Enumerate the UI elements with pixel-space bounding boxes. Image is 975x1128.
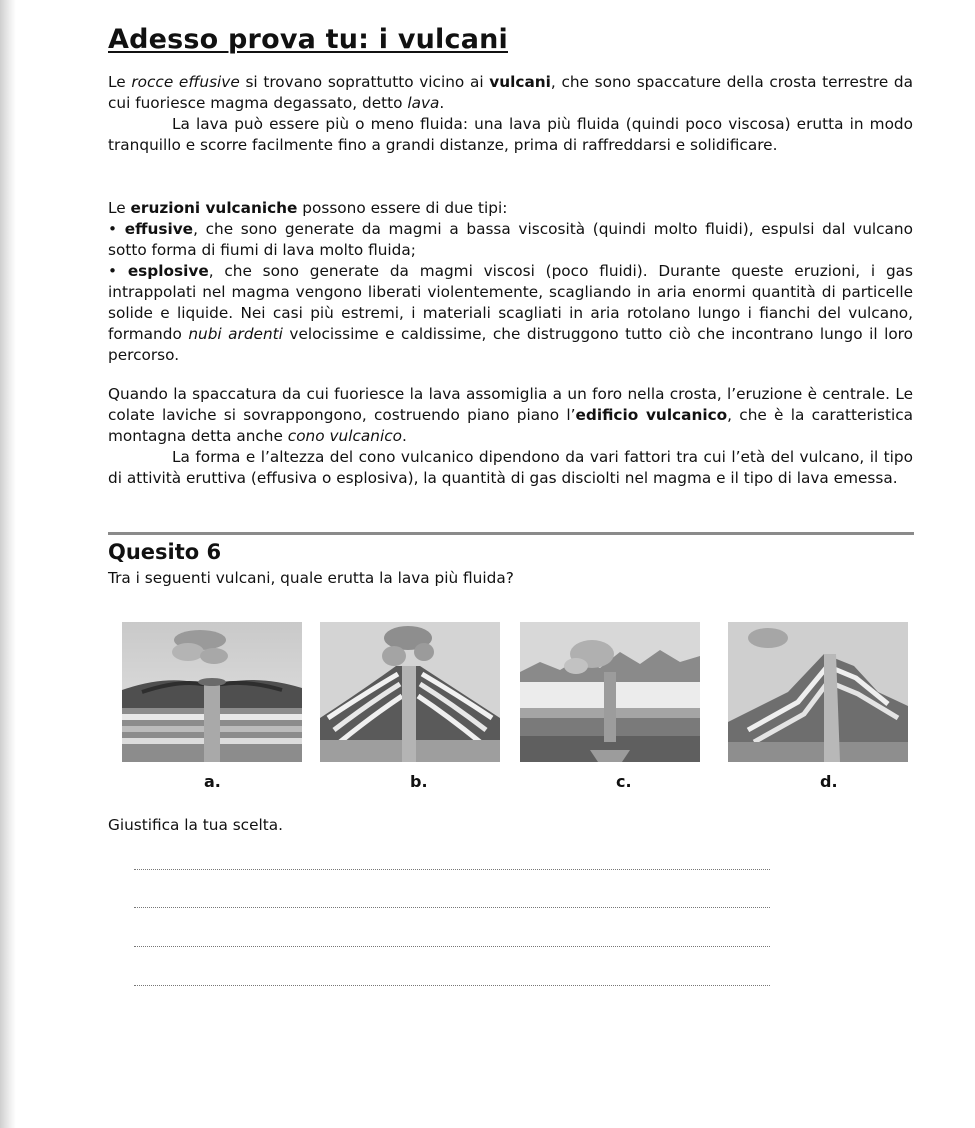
option-label-d: d. [820, 772, 838, 791]
paragraph-forma-cono: La forma e l’altezza del cono vulcanico dipendono da vari fattori tra cui l’età del vulcano, il tipo di attività eruttiva (effusiva o esplosiva), la quantità di gas disciolti nel magma e il tipo di lava emessa. [108, 448, 913, 487]
answer-line-1[interactable] [134, 869, 770, 870]
option-label-b: b. [410, 772, 428, 791]
justify-prompt: Giustifica la tua scelta. [108, 816, 283, 834]
volcano-figure-b [320, 622, 500, 762]
bullet-effusive: • effusive, che sono generate da magmi a bassa viscosità (quindi molto fluidi), espulsi dal vulcano sotto forma di fiumi di lava molto fluida; [108, 220, 913, 259]
question-heading: Quesito 6 [108, 540, 222, 564]
paragraph-eruzione-centrale: Quando la spaccatura da cui fuoriesce la lava assomiglia a un foro nella crosta, l’eruzione è centrale. Le colate laviche si sovrappongono, costruendo piano piano l’edificio vulcanico, che è la caratteristica montagna detta anche cono vulcanico. [108, 385, 913, 445]
answer-line-2[interactable] [134, 907, 770, 908]
section-divider [108, 532, 914, 535]
answer-line-4[interactable] [134, 985, 770, 986]
volcano-figure-a [122, 622, 302, 762]
page-title: Adesso prova tu: i vulcani [108, 24, 508, 55]
paragraph-eruzioni-intro: Le eruzioni vulcaniche possono essere di due tipi: [108, 199, 508, 217]
option-label-c: c. [616, 772, 632, 791]
bullet-esplosive: • esplosive, che sono generate da magmi viscosi (poco fluidi). Durante queste eruzioni, i gas intrappolati nel magma vengono liberati violentemente, scagliando in aria enormi quantità di particelle solide e liquide. Nei casi più estremi, i materiali scagliati in aria rotolano lungo i fianchi del vulcano, formando nubi ardenti velocissime e caldissime, che distruggono tutto ciò che incontrano lungo il loro percorso. [108, 262, 913, 364]
option-label-a: a. [204, 772, 221, 791]
question-text: Tra i seguenti vulcani, quale erutta la lava più fluida? [108, 569, 514, 587]
volcano-figure-d [728, 622, 908, 762]
answer-line-3[interactable] [134, 946, 770, 947]
page-edge-shadow [0, 0, 16, 1128]
paragraph-lava-fluida: La lava può essere più o meno fluida: una lava più fluida (quindi poco viscosa) erutta in modo tranquillo e scorre facilmente fino a grandi distanze, prima di raffreddarsi e solidificare. [108, 115, 913, 154]
paragraph-rocce-effusive: Le rocce effusive si trovano soprattutto vicino ai vulcani, che sono spaccature della crosta terrestre da cui fuoriesce magma degassato, detto lava. [108, 73, 914, 112]
volcano-figure-c [520, 622, 700, 762]
